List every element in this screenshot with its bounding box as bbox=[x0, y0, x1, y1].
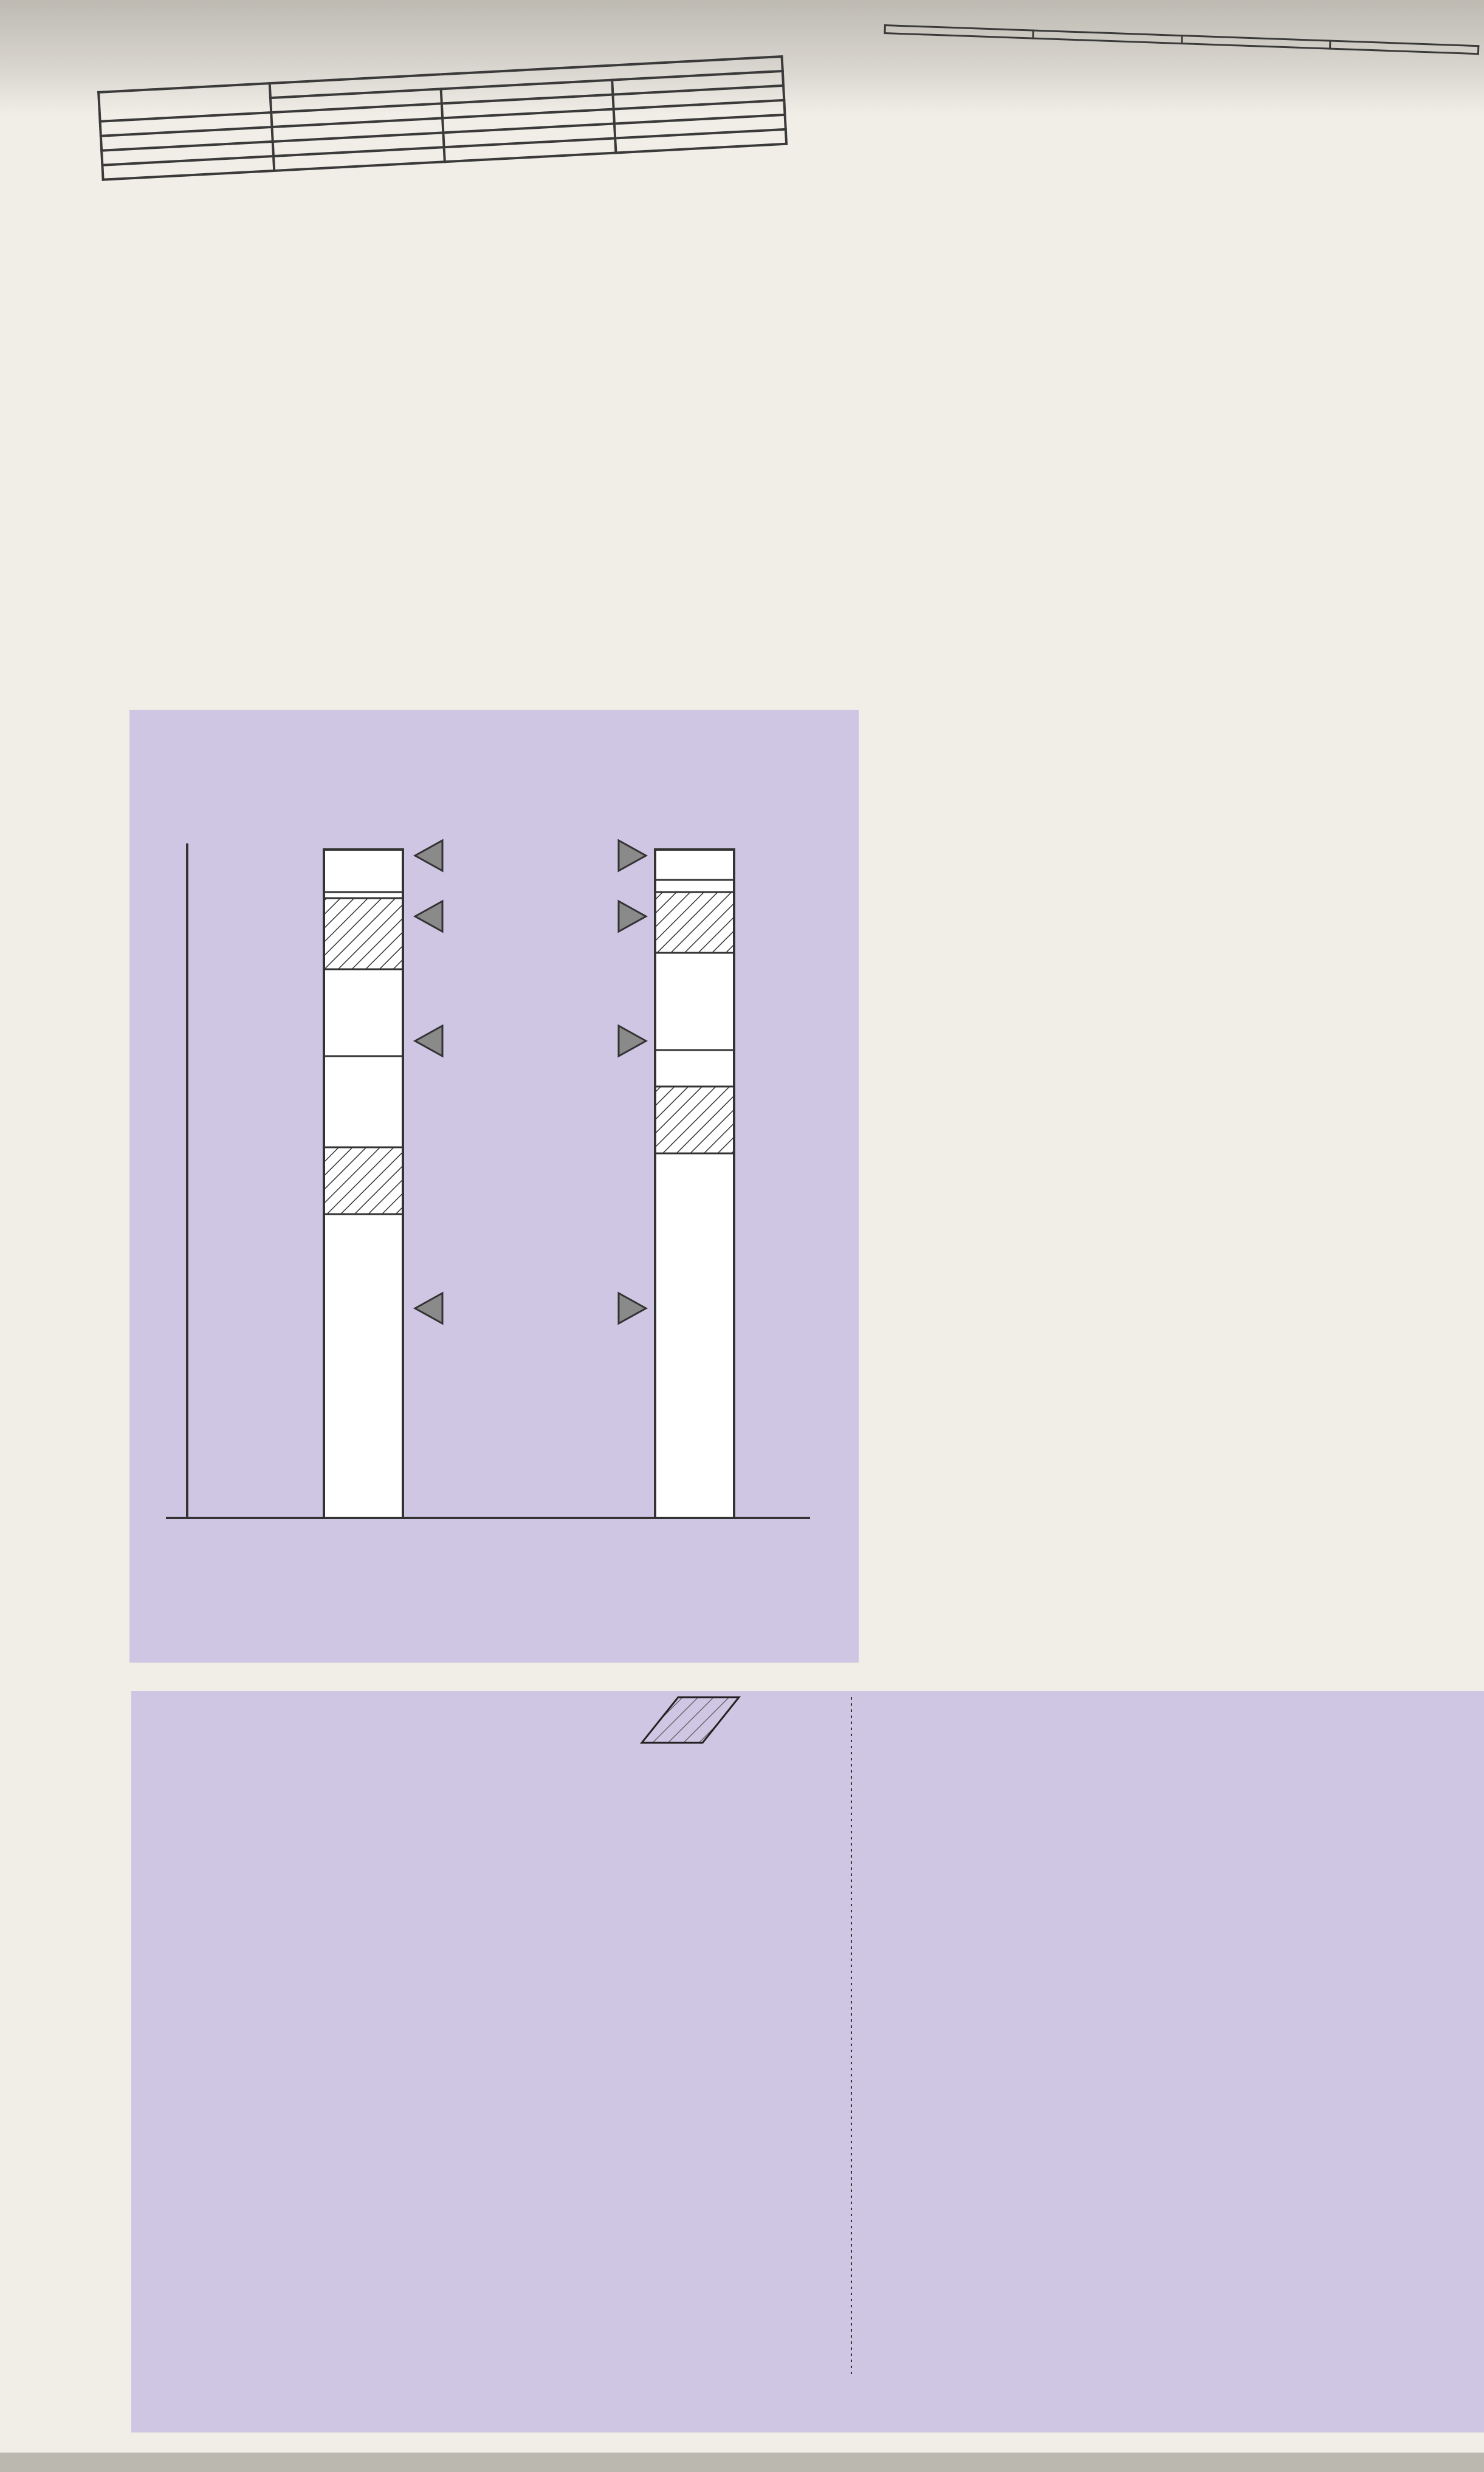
bar-1968-hatched-reste-france bbox=[324, 898, 403, 969]
table-2-caption bbox=[153, 580, 760, 611]
arrow-left bbox=[415, 1293, 442, 1324]
arrow-right bbox=[619, 901, 646, 932]
graph-2-panel bbox=[129, 710, 859, 1663]
arrow-left bbox=[415, 1026, 442, 1056]
arrow-left bbox=[415, 840, 442, 871]
arrow-right bbox=[619, 840, 646, 871]
bar-1968-hatched bbox=[324, 1147, 403, 1214]
page-edge bbox=[0, 2453, 1484, 2472]
graph-3-panel bbox=[131, 1691, 1484, 2433]
bar-1975-hatched bbox=[655, 1087, 734, 1153]
arrow-right bbox=[619, 1026, 646, 1056]
arrow-right bbox=[619, 1293, 646, 1324]
legend-active-swatch bbox=[642, 1697, 739, 1743]
bar-1975-hatched-reste-france bbox=[655, 892, 734, 953]
arrow-left bbox=[415, 901, 442, 932]
section-body bbox=[872, 723, 1480, 729]
